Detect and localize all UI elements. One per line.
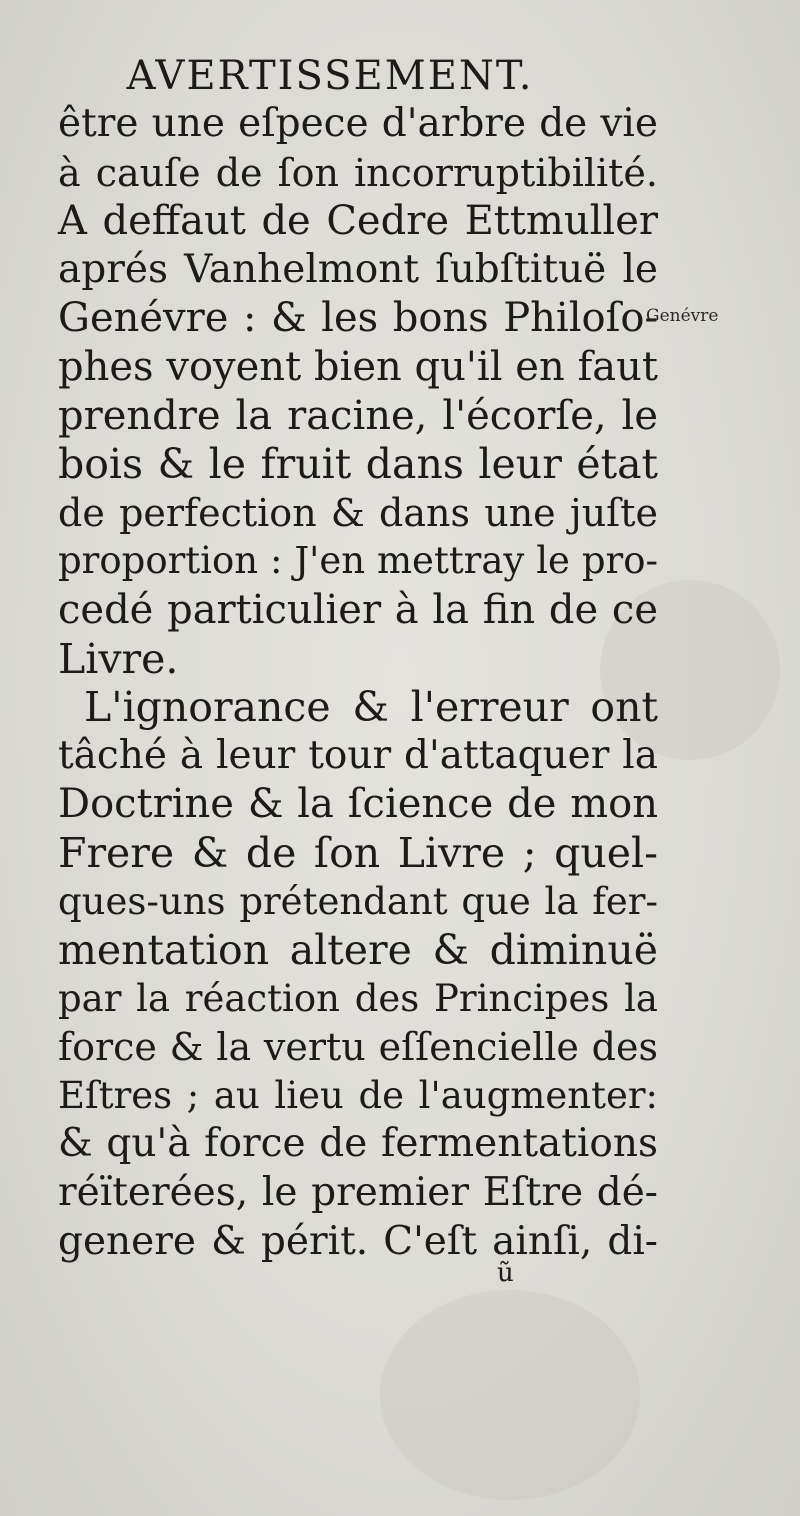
text-line: cedé particulier à la fin de ce — [58, 586, 658, 633]
body-text — [58, 100, 658, 1266]
text-line: aprés Vanhelmont ſubſtituë le — [58, 246, 658, 292]
text-line: à cauſe de ſon incorruptibilité. — [58, 150, 658, 195]
text-line: de perfection & dans une juſte — [58, 490, 658, 535]
text-line: Eſtres ; au lieu de l'augmenter: — [58, 1073, 658, 1117]
text-line: être une eſpece d'arbre de vie — [58, 101, 658, 146]
text-line: réïterées, le premier Eſtre dé- — [58, 1170, 658, 1216]
text-line: phes voyent bien qu'il en faut — [58, 343, 658, 390]
text-line: Frere & de ſon Livre ; quel- — [58, 828, 658, 877]
signature-mark: ũ — [497, 1258, 514, 1288]
text-line: Doctrine & la ſcience de mon — [58, 781, 658, 828]
text-line: bois & le fruit dans leur état — [58, 440, 658, 489]
text-line: ques-uns prétendant que la fer- — [58, 879, 658, 923]
running-header: AVERTISSEMENT. — [126, 53, 534, 99]
text-line: mentation altere & diminuë — [58, 926, 658, 975]
text-line: force & la vertu eſſencielle des — [58, 1025, 658, 1070]
text-line: proportion : J'en mettray le pro- — [58, 539, 658, 583]
text-line: & qu'à force de fermentations — [58, 1121, 658, 1167]
text-line: Genévre : & les bons Philoſo- — [58, 295, 658, 342]
text-line: L'ignorance & l'erreur ont — [84, 683, 658, 732]
paper-stain — [380, 1290, 640, 1500]
text-line: par la réaction des Principes la — [58, 976, 658, 1020]
text-line: tâché à leur tour d'attaquer la — [58, 732, 658, 778]
text-line: A deffaut de Cedre Ettmuller — [58, 198, 658, 245]
text-line: Livre. — [58, 634, 179, 683]
margin-note: Genévre — [646, 306, 719, 326]
text-line: genere & périt. C'eſt ainſi, di- — [58, 1218, 658, 1264]
text-line: prendre la racine, l'écorſe, le — [58, 392, 658, 439]
